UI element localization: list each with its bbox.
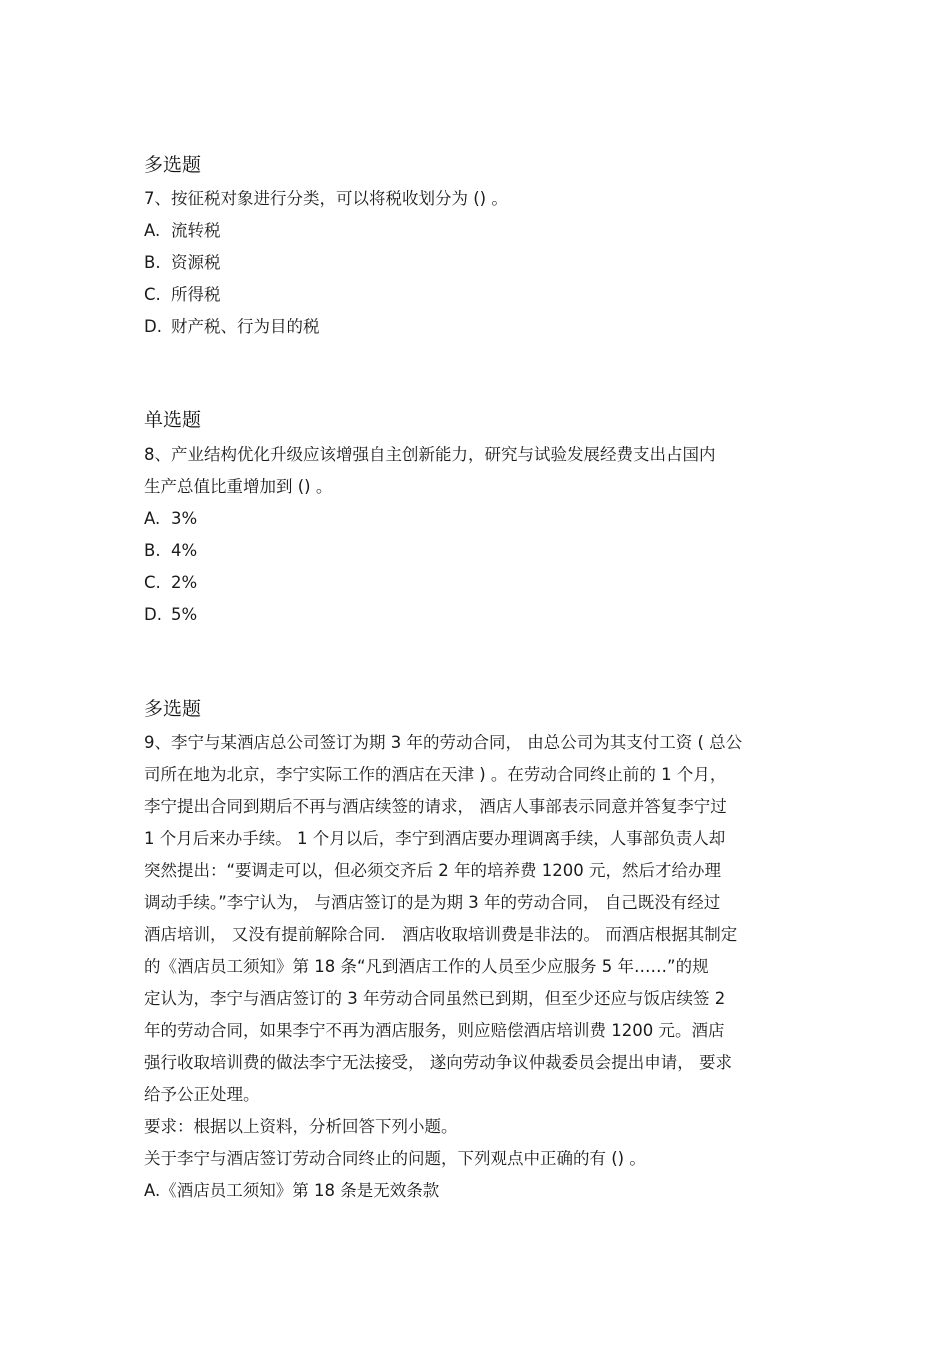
option-a[interactable] — [144, 215, 814, 247]
option-b[interactable] — [144, 247, 814, 279]
stem-line: 的《酒店员工须知》第 18 条“凡到酒店工作的人员至少应服务 5 年……”的规 — [144, 957, 709, 976]
stem-line: 突然提出：“要调走可以，但必须交齐后 2 年的培养费 1200 元，然后才给办理 — [144, 861, 722, 880]
stem-line: 年的劳动合同，如果李宁不再为酒店服务，则应赔偿酒店培训费 1200 元。酒店 — [144, 1021, 725, 1040]
option-letter: C. — [144, 285, 161, 304]
option-letter: B. — [144, 541, 161, 560]
option-c[interactable] — [144, 567, 814, 599]
option-a[interactable] — [144, 503, 814, 535]
question-9 — [144, 696, 814, 1207]
requirement-line: 要求：根据以上资料，分析回答下列小题。 — [144, 1117, 458, 1136]
stem-line: 1 个月后来办手续。 1 个月以后，李宁到酒店要办理调离手续，人事部负责人却 — [144, 829, 726, 848]
question-stem: 7、按征税对象进行分类，可以将税收划分为 () 。 — [144, 189, 508, 208]
option-letter: B. — [144, 253, 161, 272]
question-stem-line-2: 生产总值比重增加到 () 。 — [144, 477, 333, 496]
option-letter: C. — [144, 573, 161, 592]
stem-line: 李宁提出合同到期后不再与酒店续签的请求， 酒店人事部表示同意并答复李宁过 — [144, 797, 727, 816]
option-d[interactable] — [144, 311, 814, 343]
option-b[interactable] — [144, 535, 814, 567]
option-letter: D. — [144, 317, 162, 336]
option-d[interactable] — [144, 599, 814, 631]
option-c[interactable] — [144, 279, 814, 311]
question-stem-paragraph — [144, 727, 814, 1207]
option-letter: A. — [144, 509, 161, 528]
stem-line: 司所在地为北京，李宁实际工作的酒店在天津 ) 。在劳动合同终止前的 1 个月， — [144, 765, 727, 784]
option-text: 财产税、行为目的税 — [171, 317, 320, 336]
question-type-label: 多选题 — [144, 154, 202, 176]
option-text: 2% — [171, 573, 198, 592]
stem-line: 9、李宁与某酒店总公司签订为期 3 年的劳动合同， 由总公司为其支付工资 ( 总公 — [144, 733, 743, 752]
stem-line: 强行收取培训费的做法李宁无法接受， 遂向劳动争议仲裁委员会提出申请， 要求 — [144, 1053, 732, 1072]
question-type-label: 单选题 — [144, 409, 202, 431]
question-type-label: 多选题 — [144, 698, 202, 720]
option-text: 资源税 — [171, 253, 221, 272]
question-stem-line-1: 8、产业结构优化升级应该增强自主创新能力，研究与试验发展经费支出占国内 — [144, 445, 716, 464]
stem-line: 定认为，李宁与酒店签订的 3 年劳动合同虽然已到期，但至少还应与饭店续签 2 — [144, 989, 726, 1008]
sub-question-line: 关于李宁与酒店签订劳动合同终止的问题，下列观点中正确的有 () 。 — [144, 1149, 646, 1168]
stem-line: 给予公正处理。 — [144, 1085, 260, 1104]
question-7 — [144, 152, 814, 343]
option-letter: D. — [144, 605, 162, 624]
option-letter: A. — [144, 221, 161, 240]
option-text: 5% — [171, 605, 198, 624]
option-text: 3% — [171, 509, 198, 528]
option-text: 流转税 — [171, 221, 221, 240]
stem-line: 酒店培训， 又没有提前解除合同． 酒店收取培训费是非法的。 而酒店根据其制定 — [144, 925, 738, 944]
option-text: 4% — [171, 541, 198, 560]
stem-line: 调动手续。”李宁认为， 与酒店签订的是为期 3 年的劳动合同， 自己既没有经过 — [144, 893, 721, 912]
option-a[interactable]: A.《酒店员工须知》第 18 条是无效条款 — [144, 1181, 440, 1200]
question-8 — [144, 407, 814, 631]
option-text: 所得税 — [171, 285, 221, 304]
